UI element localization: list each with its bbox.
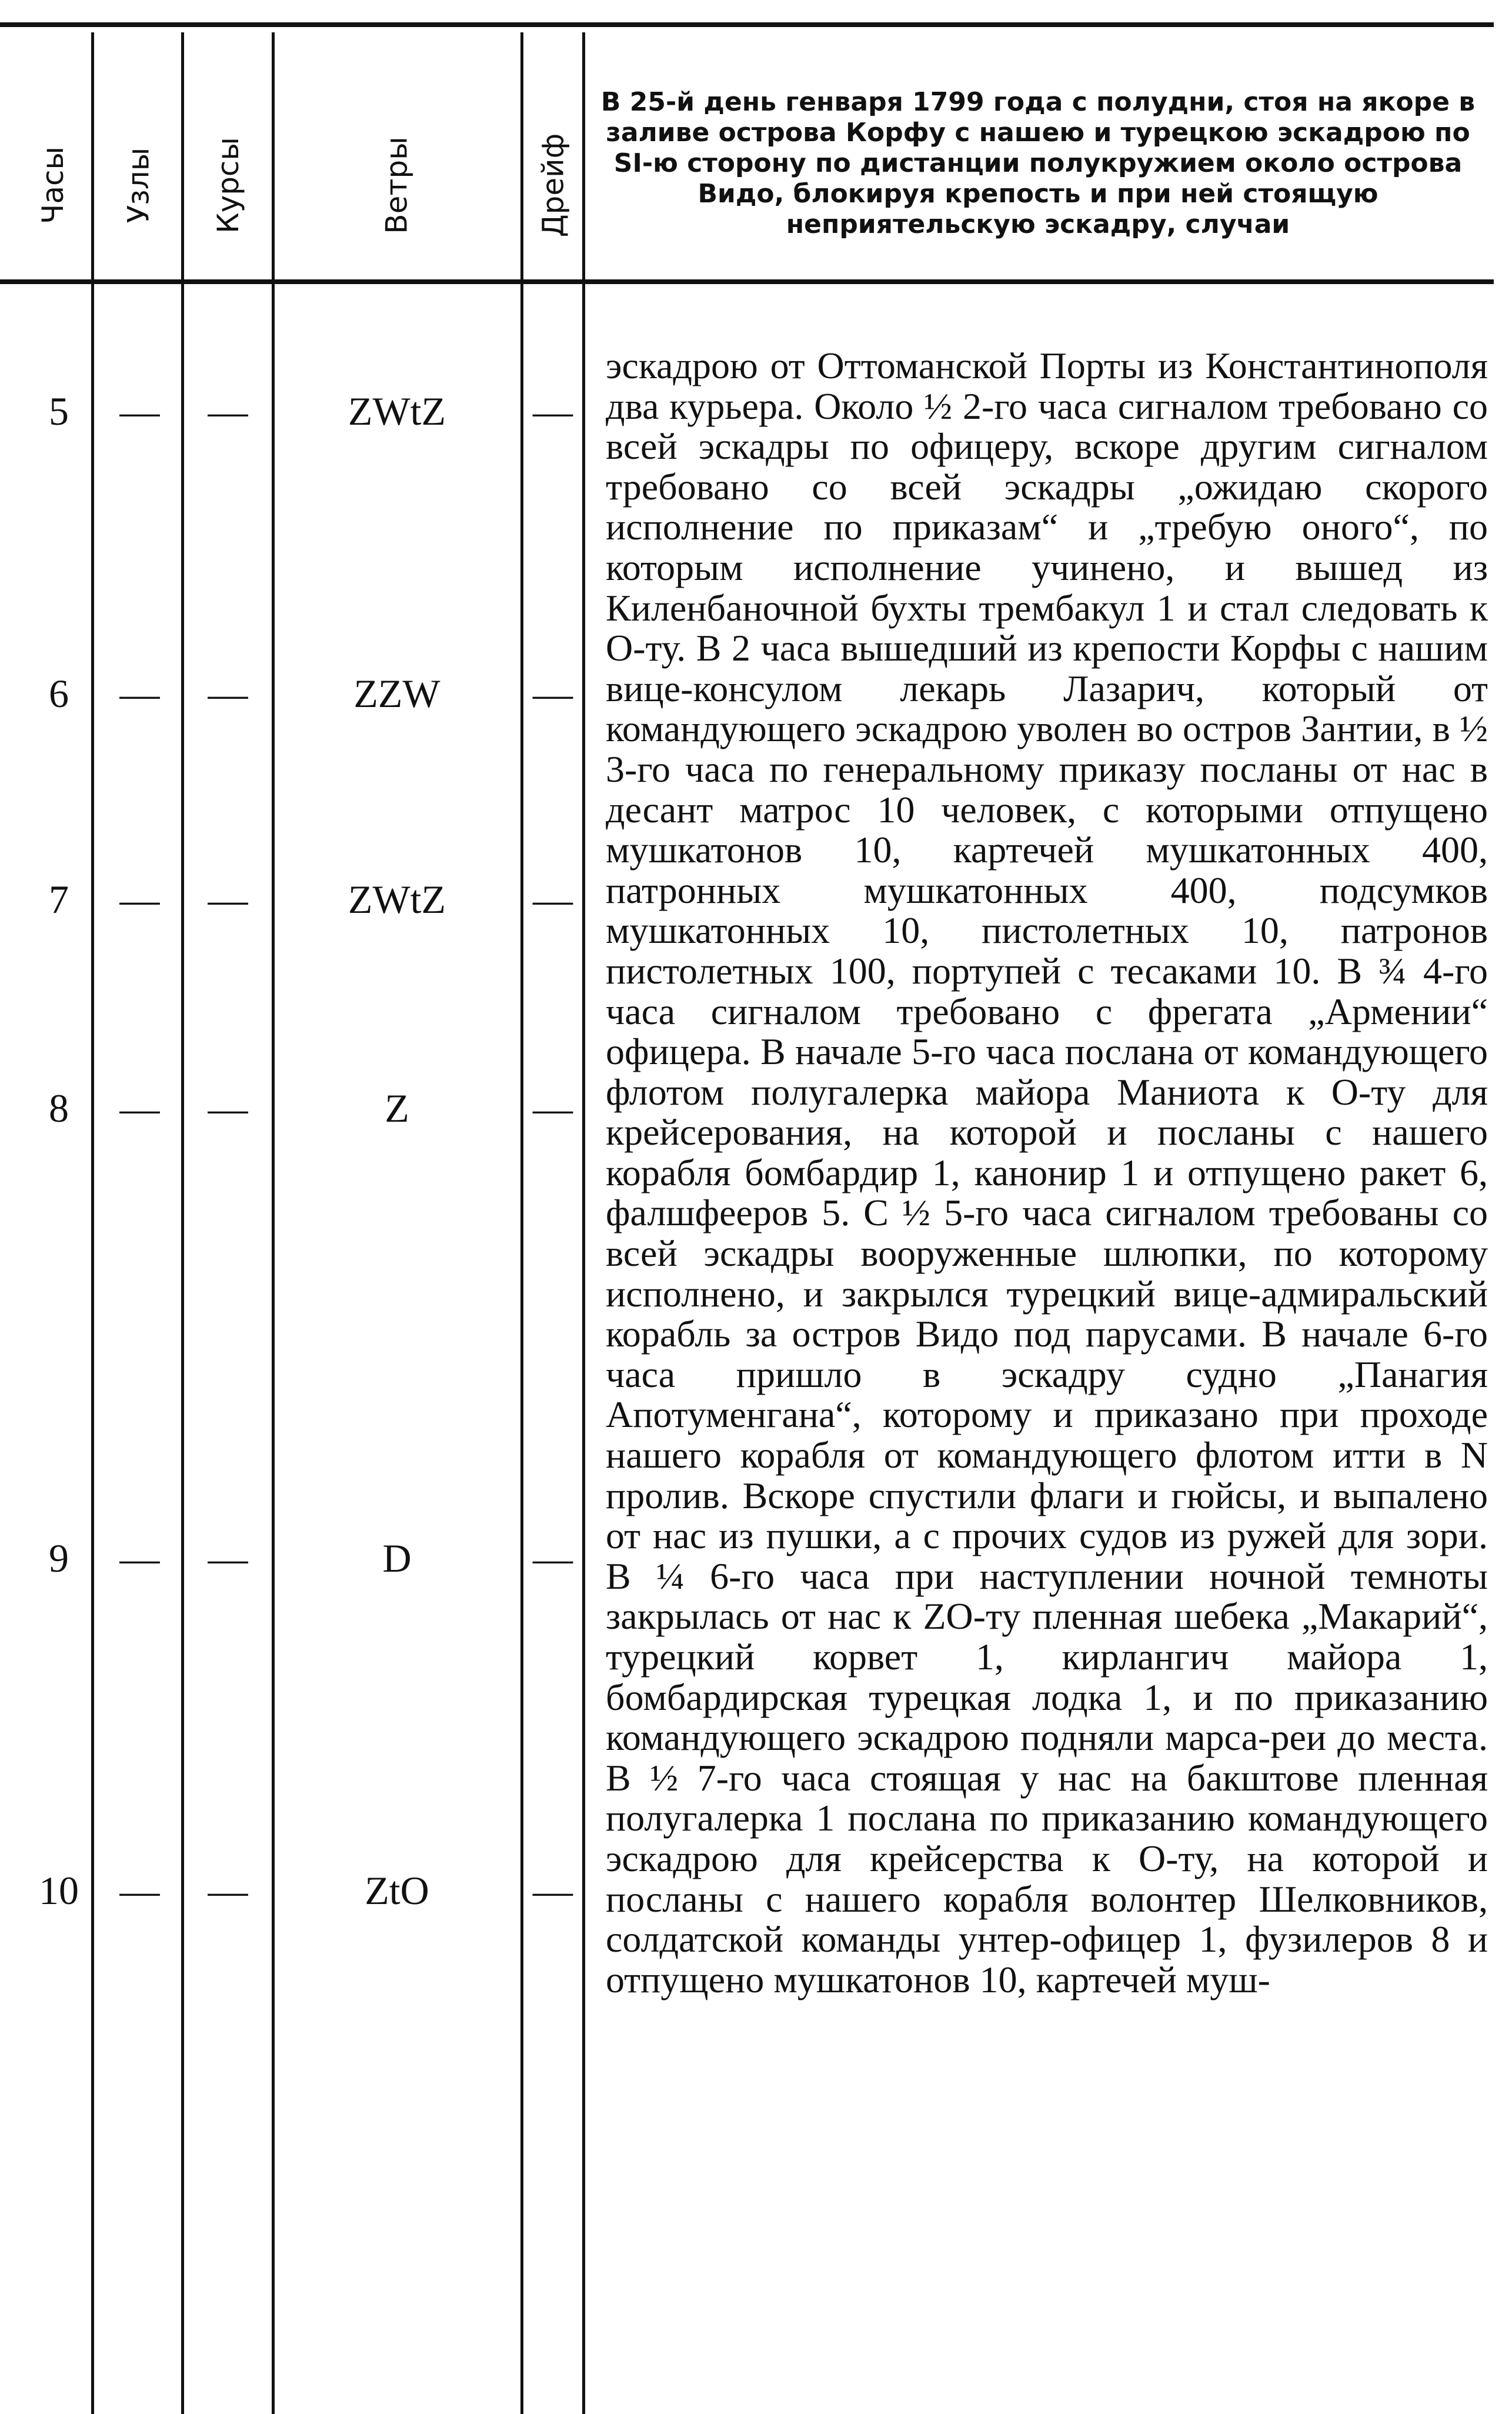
knots-cell: — [119, 877, 160, 922]
wind-cell: ZZW [353, 671, 440, 716]
wind-cell: ZWtZ [348, 877, 446, 922]
knots-cell: — [119, 389, 160, 434]
knots-cell: — [119, 1086, 160, 1131]
header-label: Курсы [211, 137, 245, 234]
hour-cell: 8 [49, 1086, 69, 1131]
course-cell: — [208, 671, 248, 716]
header-course [185, 88, 271, 282]
top-rule [0, 22, 1494, 27]
header-hours [18, 88, 88, 282]
remarks-body: эскадрою от Оттоманской Порты из Константинополя два курьера. Около ½ 2-го часа сигналом требовано со всей эскадры по офицеру, вскоре другим сигналом требовано со всей эскадры „ожидаю скорого исполнение по приказам“ и „требую оного“, по которым исполнение учинено, и вышед из Киленбаночной бухты трембакул 1 и стал следовать к О-ту. В 2 часа вышедший из крепости Корфы с нашим вице-консулом лекарь Лазарич, который от командующего эскадрою уволен во остров Зантии, в ½ 3-го часа по генеральному приказу посланы от нас в десант матрос 10 человек, с которыми отпущено мушкатонов 10, картечей мушкатонных 400, патронных мушкатонных 400, подсумков мушкатонных 10, пистолетных 10, патронов пистолетных 100, портупей с тесаками 10. В ¾ 4-го часа сигналом требовано с фрегата „Армении“ офицера. В начале 5-го часа послана от командующего флотом полугалерка майора Маниота к О-ту для крейсерования, на которой и посланы с нашего корабля бомбардир 1, канонир 1 и отпущено ракет 6, фалшфееров 5. С ½ 5-го часа сигналом требованы со всей эскадры вооруженные шлюпки, по которому исполнено, и закрылся турецкий вице-адмиральский корабль за остров Видо под парусами. В начале 6-го часа пришло в эскадру судно „Панагия Апотуменгана“, которому и приказано при проходе нашего корабля от командующего флотом итти в N пролив. Вскоре спустили флаги и гюйсы, и выпалено от нас из пушки, а с прочих судов из ружей для зори. В ¼ 6-го часа при наступлении ночной темноты закрылась от нас к ZO-ту пленная шебека „Макарий“, турецкий корвет 1, кирлангич майора 1, бомбардирская турецкая лодка 1, и по приказанию командующего эскадрою подняли марса-реи до места. В ½ 7-го часа стоящая у нас на бакштове пленная полугалерка 1 послана по приказанию командующего эскадрою для крейсерства к О-ту, на которой и посланы с нашего корабля волонтер Шелковников, солдатской команды унтер-офицер 1, фузилеров 8 и отпущено мушкатонов 10, картечей муш- [606, 345, 1488, 2000]
drift-cell: — [533, 1868, 573, 1913]
drift-cell: — [533, 1536, 573, 1581]
wind-cell: ZWtZ [348, 389, 446, 434]
header-label: Дрейф [536, 133, 570, 238]
wind-cell: Z [385, 1086, 409, 1131]
wind-cell: D [382, 1536, 412, 1581]
hour-cell: 7 [49, 877, 69, 922]
drift-cell: — [533, 671, 573, 716]
drift-cell: — [533, 877, 573, 922]
hour-cell: 10 [39, 1868, 79, 1913]
course-cell: — [208, 1086, 248, 1131]
drift-cell: — [533, 389, 573, 434]
hour-cell: 5 [49, 389, 69, 434]
knots-cell: — [119, 1868, 160, 1913]
drift-cell: — [533, 1086, 573, 1131]
column-divider [582, 32, 585, 2414]
hour-cell: 9 [49, 1536, 69, 1581]
remarks-header: В 25-й день генваря 1799 года с полудни, стоя на якоре в заливе острова Корфу с нашею и турецкою эскадрою по SI-ю сторону по дистанции полукружием около острова Видо, блокируя крепость и при ней стоящую неприятельскую эскадру, случаи [600, 87, 1476, 239]
course-cell: — [208, 877, 248, 922]
header-knots [97, 88, 179, 282]
wind-cell: ZtO [365, 1868, 429, 1913]
knots-cell: — [119, 1536, 160, 1581]
header-winds [273, 88, 520, 282]
course-cell: — [208, 389, 248, 434]
header-label: Узлы [121, 147, 155, 224]
knots-cell: — [119, 671, 160, 716]
course-cell: — [208, 1868, 248, 1913]
header-drift [523, 88, 582, 282]
hour-cell: 6 [49, 671, 69, 716]
header-label: Ветры [380, 136, 414, 234]
course-cell: — [208, 1536, 248, 1581]
header-label: Часы [36, 146, 71, 224]
